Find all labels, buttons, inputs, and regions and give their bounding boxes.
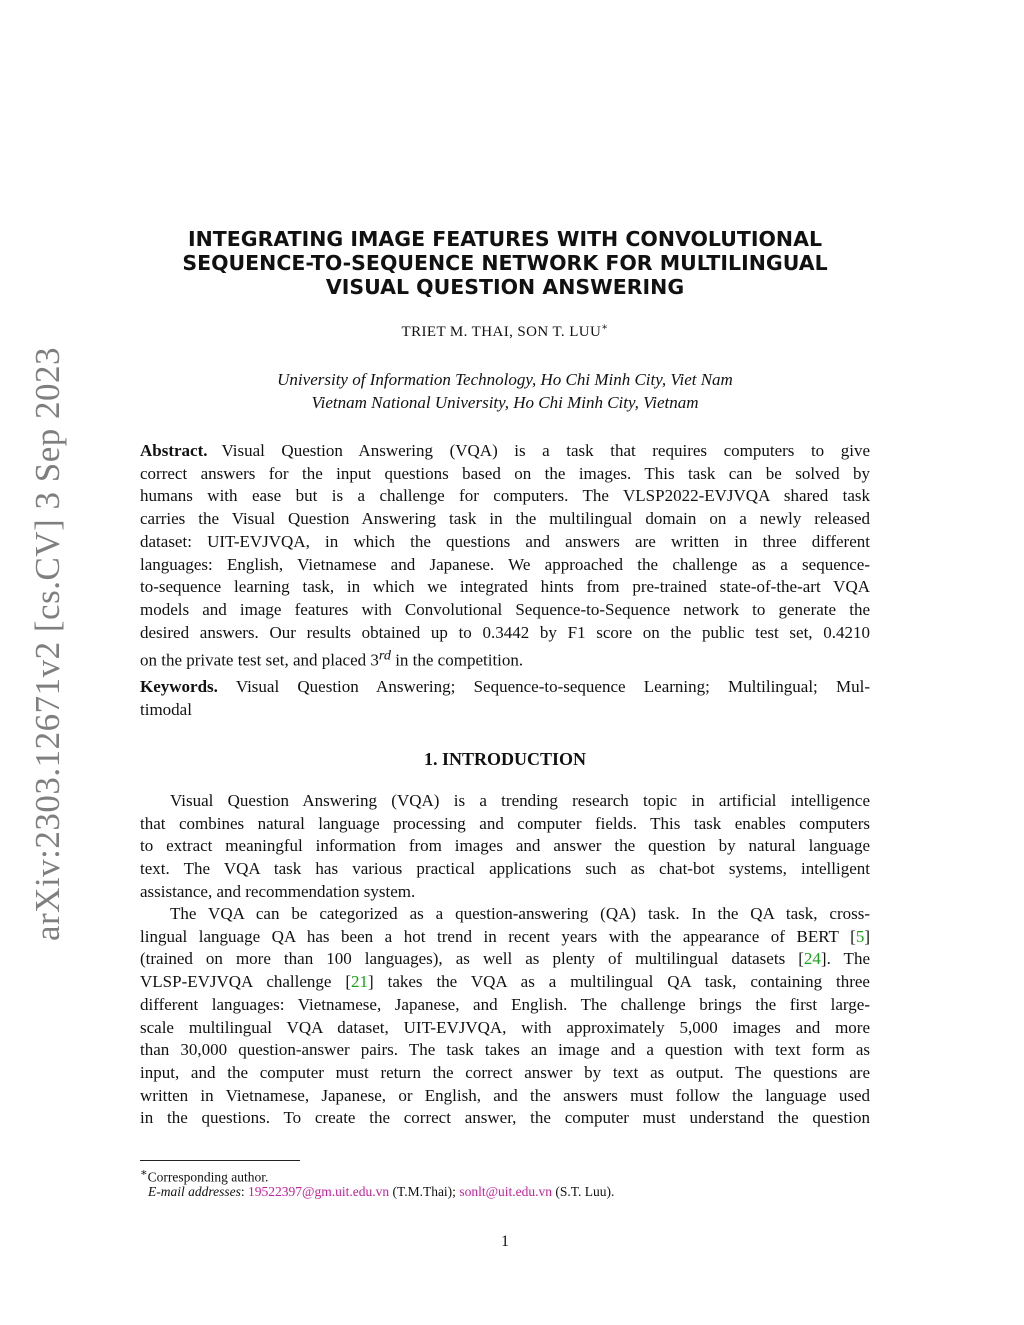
footnote-emails: E-mail addresses: 19522397@gm.uit.edu.vn (T.M.Thai); sonlt@uit.edu.vn (S.T. Luu).: [148, 1184, 615, 1199]
affiliation-line: University of Information Technology, Ho Chi Minh City, Viet Nam: [277, 370, 733, 389]
title-line: SEQUENCE-TO-SEQUENCE NETWORK FOR MULTILINGUAL: [182, 251, 828, 275]
arxiv-stamp: [28, 346, 67, 942]
citation-link[interactable]: 5: [855, 926, 865, 946]
intro-paragraph-1: [140, 790, 870, 904]
body-line: Visual Question Answering (VQA) is a trending research topic in artificial intelligence: [170, 791, 870, 810]
abstract: [140, 440, 870, 673]
body-text: lingual language QA has been a hot trend in recent years with the appearance of BERT [: [140, 926, 856, 946]
abstract-line: humans with ease but is a challenge for computers. The VLSP2022-EVJVQA shared task: [140, 486, 870, 506]
body-line: written in Vietnamese, Japanese, or English, and the answers must follow the language used: [140, 1085, 870, 1105]
abstract-label: Abstract.: [140, 441, 208, 460]
abstract-superscript: rd: [378, 647, 391, 664]
footnote-text: Corresponding author.: [147, 1169, 269, 1185]
abstract-line: languages: English, Vietnamese and Japanese. We approached the challenge as a sequence-: [140, 554, 870, 574]
title-line: VISUAL QUESTION ANSWERING: [325, 275, 685, 299]
section-heading: 1. INTRODUCTION: [423, 749, 587, 769]
citation-link[interactable]: 21: [351, 972, 369, 992]
body-text: (trained on more than 100 languages), as well as plenty of multilingual datasets [: [140, 949, 804, 969]
email-link[interactable]: 19522397@gm.uit.edu.vn: [248, 1184, 390, 1199]
keywords-line: timodal: [140, 699, 192, 719]
body-line: that combines natural language processing and computer fields. This task enables computers: [140, 813, 870, 833]
body-line: assistance, and recommendation system.: [140, 881, 416, 901]
body-line: in the questions. To create the correct answer, the computer must understand the question: [140, 1108, 870, 1128]
abstract-line: [140, 644, 870, 672]
body-text: VLSP-EVJVQA challenge [: [140, 972, 352, 992]
authors: [140, 322, 870, 341]
body-text: ]: [864, 926, 870, 946]
footnote-mark: ∗: [140, 1167, 148, 1179]
email-link[interactable]: sonlt@uit.edu.vn: [459, 1184, 552, 1199]
body-line: different languages: Vietnamese, Japanese, and English. The challenge brings the first large-: [140, 994, 870, 1014]
body-line: text. The VQA task has various practical applications such as chat-bot systems, intelligent: [140, 859, 870, 879]
body-line: scale multilingual VQA dataset, UIT-EVJVQA, with approximately 5,000 images and more: [140, 1017, 870, 1037]
body-line: than 30,000 question-answer pairs. The task takes an image and a question with text form as: [140, 1040, 870, 1060]
abstract-text: on the private test set, and placed 3: [140, 650, 379, 670]
email-owner: (T.M.Thai);: [389, 1184, 460, 1199]
abstract-line: models and image features with Convolutional Sequence-to-Sequence network to generate the: [140, 599, 870, 619]
abstract-line: desired answers. Our results obtained up to 0.3442 by F1 score on the public test set, 0.4210: [140, 622, 870, 642]
email-owner: (S.T. Luu).: [552, 1184, 615, 1199]
keywords-label: Keywords.: [140, 677, 218, 696]
author-mark: ∗: [601, 322, 609, 333]
body-line: The VQA can be categorized as a question-answering (QA) task. In the QA task, cross-: [170, 904, 870, 923]
intro-paragraph-2: [140, 903, 870, 1130]
abstract-line: carries the Visual Question Answering task in the multilingual domain on a newly released: [140, 509, 870, 529]
paper-title: [140, 227, 870, 299]
abstract-line: correct answers for the input questions based on the images. This task can be solved by: [140, 463, 870, 483]
footnote-rule: [140, 1160, 300, 1161]
email-label: E-mail addresses: [148, 1184, 241, 1199]
body-line: to extract meaningful information from images and answer the question by natural language: [140, 836, 870, 856]
abstract-line: dataset: UIT-EVJVQA, in which the questions and answers are written in three different: [140, 531, 870, 551]
title-line: INTEGRATING IMAGE FEATURES WITH CONVOLUTIONAL: [187, 227, 823, 251]
body-text: ]. The: [820, 949, 870, 969]
page-number: 1: [501, 1233, 509, 1250]
abstract-text: in the competition.: [390, 650, 524, 670]
citation-link[interactable]: 24: [803, 949, 821, 969]
keywords-text: Visual Question Answering; Sequence-to-sequence Learning; Multilingual; Mul-: [235, 677, 870, 696]
body-line: input, and the computer must return the correct answer by text as output. The questions are: [140, 1062, 870, 1082]
affiliations: [140, 368, 870, 414]
affiliation-line: Vietnam National University, Ho Chi Minh City, Vietnam: [311, 393, 699, 412]
body-line: [140, 948, 870, 971]
abstract-line: to-sequence learning task, in which we integrated hints from pre-trained state-of-the-art VQA: [140, 577, 870, 597]
keywords-line: [140, 676, 870, 699]
body-line: [140, 926, 870, 949]
body-text: ] takes the VQA as a multilingual QA task, containing three: [368, 972, 870, 992]
body-line: [140, 971, 870, 994]
abstract-text: Visual Question Answering (VQA) is a task that requires computers to give: [221, 441, 870, 460]
author-names: TRIET M. THAI, SON T. LUU: [401, 324, 602, 340]
arxiv-stamp-text: arXiv:2303.12671v2 [cs.CV] 3 Sep 2023: [28, 346, 67, 942]
keywords: [140, 676, 870, 721]
abstract-line: [140, 440, 870, 463]
